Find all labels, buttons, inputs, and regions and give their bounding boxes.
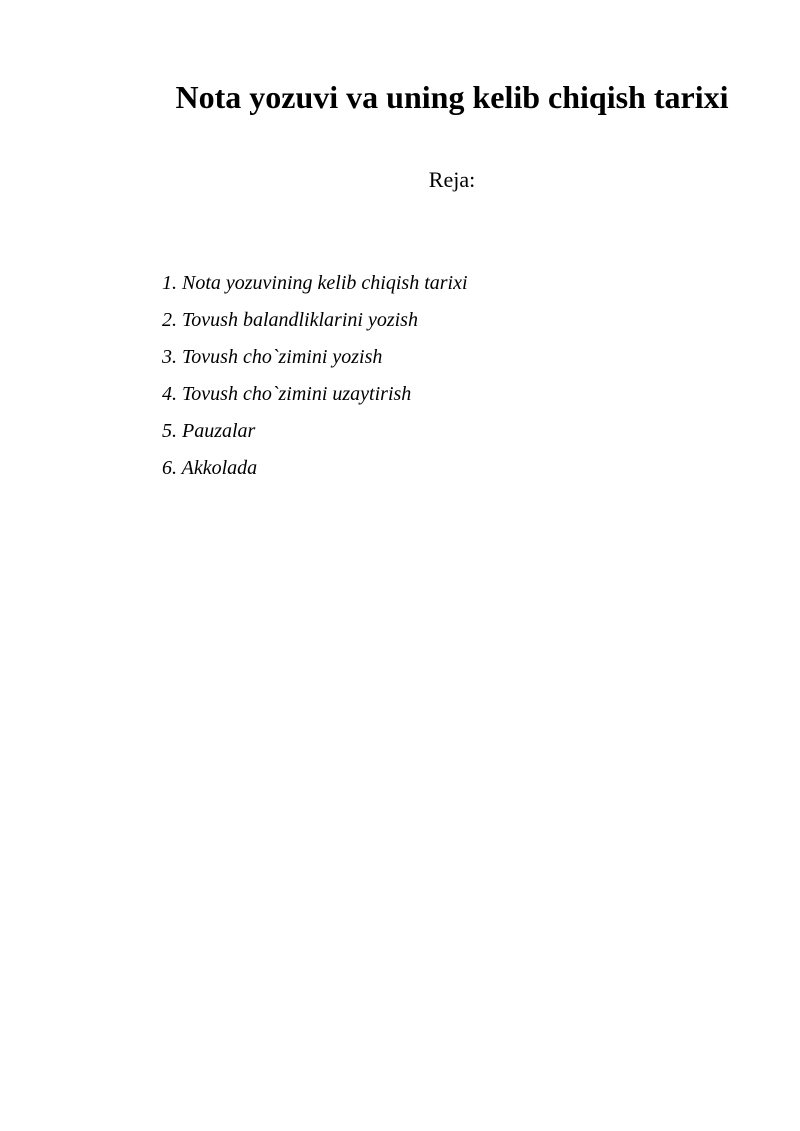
plan-list bbox=[162, 269, 722, 491]
plan-item: 3. Tovush cho`zimini yozish bbox=[162, 346, 383, 368]
plan-item: 4. Tovush cho`zimini uzaytirish bbox=[162, 383, 412, 405]
plan-item: 1. Nota yozuvining kelib chiqish tarixi bbox=[162, 272, 468, 294]
plan-item: 6. Akkolada bbox=[162, 457, 258, 479]
plan-heading: Reja: bbox=[428, 167, 476, 192]
page-title: Nota yozuvi va uning kelib chiqish tarixi bbox=[175, 79, 729, 115]
plan-item: 5. Pauzalar bbox=[162, 420, 256, 442]
plan-item: 2. Tovush balandliklarini yozish bbox=[162, 309, 418, 331]
